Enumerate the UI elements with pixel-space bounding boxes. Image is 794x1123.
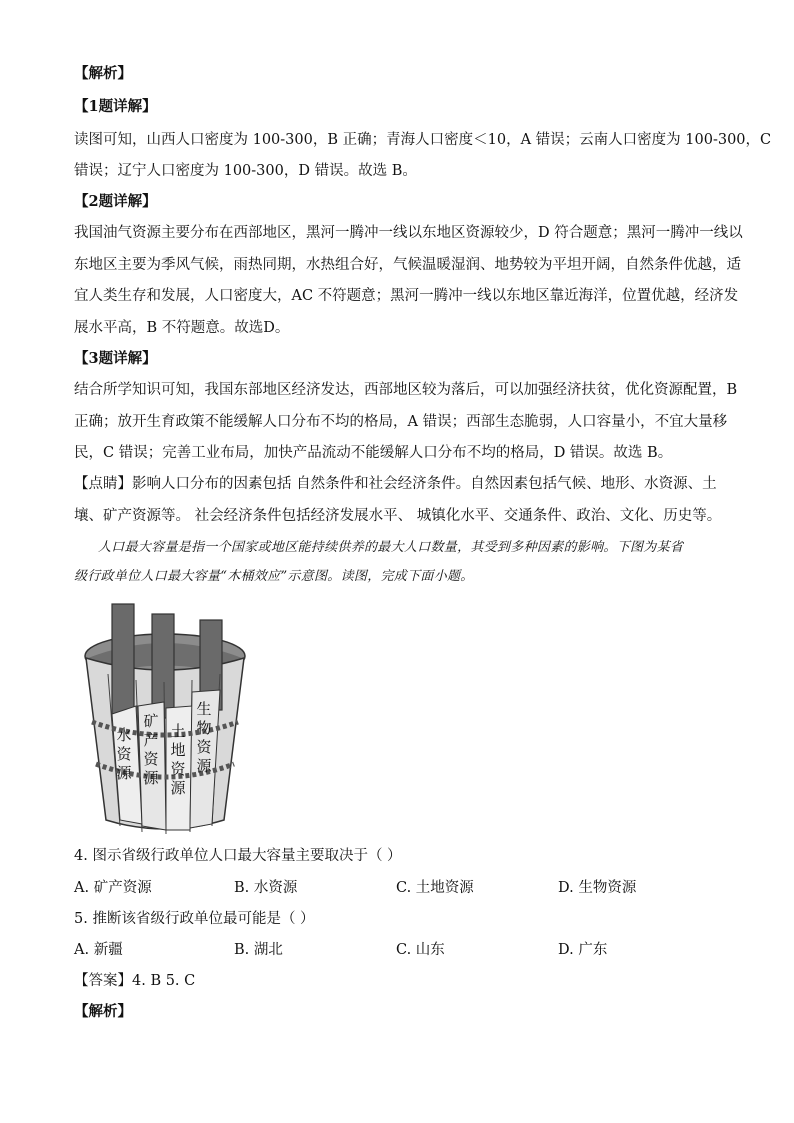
q2-text-line-4: 展水平高，B 不符题意。故选D。 <box>74 320 290 336</box>
q5-option-c: C. 山东 <box>396 942 445 958</box>
stave-label-bio: 生物资源 <box>196 700 212 775</box>
q4-option-d: D. 生物资源 <box>558 880 637 896</box>
tip-line-2: 壤、矿产资源等。 社会经济条件包括经济发展水平、 城镇化水平、交通条件、政治、文化、历史等。 <box>74 508 722 524</box>
q5-option-d: D. 广东 <box>558 942 608 958</box>
bucket-figure <box>80 598 250 840</box>
q5-option-b: B. 湖北 <box>234 942 283 958</box>
q2-text-line-2: 东地区主要为季风气候，雨热同期，水热组合好，气候温暖湿润、地势较为平坦开阔，自然条件优越，适 <box>74 257 741 273</box>
stave-label-land: 土地资源 <box>170 722 186 797</box>
q3-text-line-1: 结合所学知识可知，我国东部地区经济发达，西部地区较为落后，可以加强经济扶贫，优化资源配置，B <box>74 382 738 398</box>
q3-detail-heading: 【3题详解】 <box>74 350 157 367</box>
q5-option-a: A. 新疆 <box>74 942 123 958</box>
q2-detail-heading: 【2题详解】 <box>74 193 157 210</box>
answer-line: 【答案】4. B 5. C <box>74 973 196 989</box>
question-5-stem: 5. 推断该省级行政单位最可能是（ ） <box>74 911 315 927</box>
passage-line-1: 人口最大容量是指一个国家或地区能持续供养的最大人口数量，其受到多种因素的影响。下图为某省 <box>98 540 684 555</box>
q2-text-line-3: 宜人类生存和发展，人口密度大，AC 不符题意；黑河一腾冲一线以东地区靠近海洋，位置优越，经济发 <box>74 288 739 304</box>
analysis-heading: 【解析】 <box>74 65 132 82</box>
stave-label-mineral: 矿产资源 <box>143 712 159 787</box>
q3-text-line-3: 民，C 错误；完善工业布局，加快产品流动不能缓解人口分布不均的格局，D 错误。故选 B。 <box>74 445 673 461</box>
q4-option-a: A. 矿产资源 <box>74 880 152 896</box>
passage-line-2: 级行政单位人口最大容量“木桶效应”示意图。读图，完成下面小题。 <box>74 569 474 584</box>
q1-text-line-2: 错误；辽宁人口密度为 100-300，D 错误。故选 B。 <box>74 163 417 179</box>
q4-option-c: C. 土地资源 <box>396 880 474 896</box>
analysis-heading-2: 【解析】 <box>74 1003 132 1020</box>
q2-text-line-1: 我国油气资源主要分布在西部地区，黑河一腾冲一线以东地区资源较少，D 符合题意；黑河一腾冲一线以 <box>74 225 743 241</box>
stave-label-water: 水资源 <box>116 726 132 782</box>
q3-text-line-2: 正确；放开生育政策不能缓解人口分布不均的格局，A 错误；西部生态脆弱，人口容量小，不宜大量移 <box>74 414 728 430</box>
tip-line-1: 【点睛】影响人口分布的因素包括 自然条件和社会经济条件。自然因素包括气候、地形、水资源、土 <box>74 476 717 492</box>
question-4-stem: 4. 图示省级行政单位人口最大容量主要取决于（ ） <box>74 848 402 864</box>
q4-option-b: B. 水资源 <box>234 880 298 896</box>
q1-detail-heading: 【1题详解】 <box>74 98 157 115</box>
q1-text-line-1: 读图可知，山西人口密度为 100-300，B 正确；青海人口密度＜10，A 错误；云南人口密度为 100-300，C <box>74 132 772 148</box>
